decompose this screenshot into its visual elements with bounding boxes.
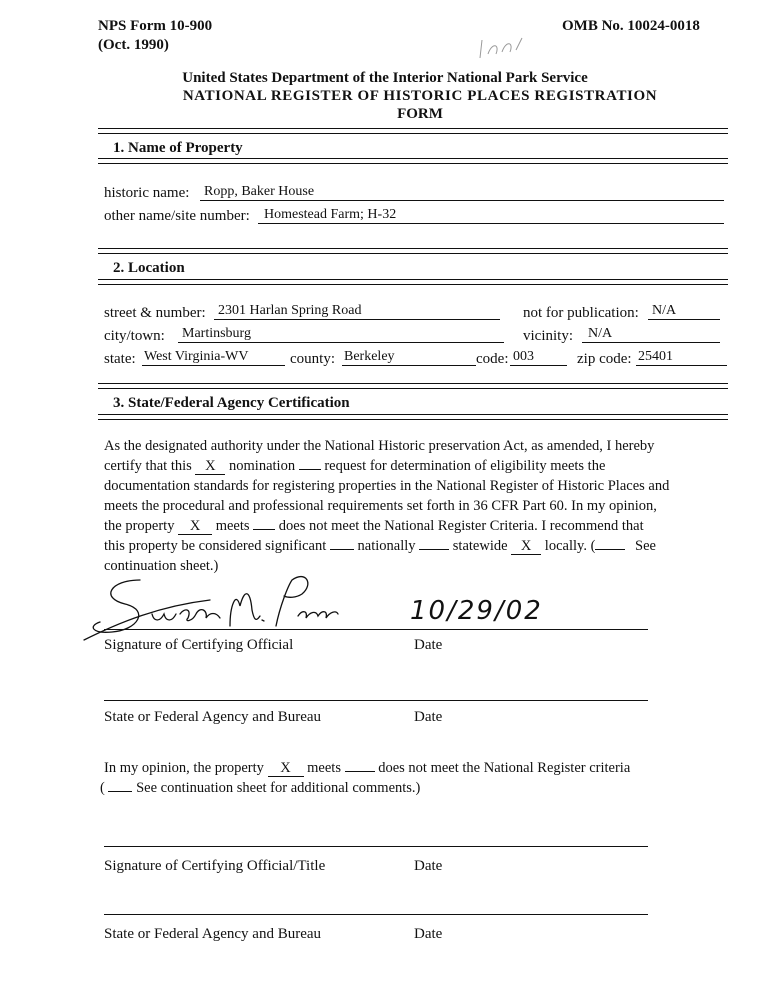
opinion-meets-checkbox[interactable]: X [268,761,304,777]
agency-title: United States Department of the Interior National Park Service [182,70,588,86]
zip-field[interactable] [636,349,727,366]
form-title-continued: FORM [397,106,443,122]
vicinity-value: N/A [588,326,613,341]
signature-label: Signature of Certifying Official [104,637,294,653]
cert-line-1: As the designated authority under the National Historic preservation Act, as amended, I hereby [104,438,655,454]
opinion-line-1: In my opinion, the property X meets does not meet the National Register criteria [104,760,631,776]
state-value: West Virginia-WV [144,349,249,364]
code-value: 003 [513,349,534,364]
cert-line-3: documentation standards for registering properties in the National Register of Historic Places and [104,478,670,494]
state-label: state: [104,351,136,367]
agency-label: State or Federal Agency and Bureau [104,709,322,725]
code-label: code: [476,351,509,367]
city-value: Martinsburg [182,326,251,341]
opinion-continuation-checkbox[interactable] [108,791,132,792]
archive-stamp-mark [470,32,540,68]
not-for-publication-value: N/A [652,303,677,318]
handwritten-signature [80,566,380,646]
section-3-bottom-rule [98,414,728,420]
certification-paragraph [104,436,719,576]
signature-2-line[interactable] [104,846,648,847]
street-value: 2301 Harlan Spring Road [218,303,362,318]
form-id: NPS Form 10-900 [98,18,213,34]
opinion-paragraph [100,758,719,798]
section-2-bottom-rule [98,279,728,285]
meets-criteria-checkbox[interactable]: X [178,519,212,535]
section-1-heading: 1. Name of Property [113,140,243,156]
historic-name-field[interactable] [200,184,724,201]
locally-checkbox[interactable]: X [511,539,541,555]
county-label: county: [290,351,335,367]
vicinity-field[interactable] [582,326,720,343]
other-name-field[interactable] [258,207,724,224]
nomination-checkbox[interactable]: X [195,459,225,475]
form-date: (Oct. 1990) [98,37,169,53]
agency-2-line[interactable] [104,914,648,915]
section-3-top-rule [98,383,728,389]
request-checkbox[interactable] [299,469,321,470]
cert-line-4: meets the procedural and professional requirements set forth in 36 CFR Part 60. In my opinion, [104,498,657,514]
section-2-heading: 2. Location [113,260,185,276]
signature-date-label: Date [414,637,443,653]
cert-line-2: certify that this X nomination request for determination of eligibility meets the [104,458,606,474]
section-1-bottom-rule [98,158,728,164]
signature-line[interactable] [104,629,648,630]
agency-line[interactable] [104,700,648,701]
vicinity-label: vicinity: [523,328,573,344]
signature-2-label: Signature of Certifying Official/Title [104,858,326,874]
cert-line-7: continuation sheet.) [104,558,219,574]
historic-name-label: historic name: [104,185,190,201]
not-for-publication-field[interactable] [648,303,720,320]
county-value: Berkeley [344,349,395,364]
omb-number: OMB No. 10024-0018 [562,18,700,34]
does-not-meet-checkbox[interactable] [253,529,275,530]
zip-label: zip code: [577,351,632,367]
signature-2-date-label: Date [414,858,443,874]
agency-2-label: State or Federal Agency and Bureau [104,926,322,942]
not-for-publication-label: not for publication: [523,305,639,321]
code-field[interactable] [510,349,567,366]
nationally-checkbox[interactable] [330,549,354,550]
state-field[interactable] [142,349,285,366]
opinion-line-2: ( See continuation sheet for additional comments.) [100,780,421,796]
continuation-sheet-checkbox[interactable] [595,549,625,550]
handwritten-date: 10/29/02 [410,596,543,626]
cert-line-5: the property X meets does not meet the National Register Criteria. I recommend that [104,518,644,534]
other-name-value: Homestead Farm; H-32 [264,207,397,222]
historic-name-value: Ropp, Baker House [204,184,315,199]
agency-date-label: Date [414,709,443,725]
zip-value: 25401 [638,349,673,364]
section-3-heading: 3. State/Federal Agency Certification [113,395,350,411]
county-field[interactable] [342,349,476,366]
city-field[interactable] [178,326,504,343]
cert-line-6: this property be considered significant nationally statewide X locally. ( See [104,538,656,554]
agency-2-date-label: Date [414,926,443,942]
opinion-does-not-meet-checkbox[interactable] [345,771,375,772]
street-field[interactable] [214,303,500,320]
other-name-label: other name/site number: [104,208,250,224]
form-title: NATIONAL REGISTER OF HISTORIC PLACES REGISTRATION [182,88,658,104]
statewide-checkbox[interactable] [419,549,449,550]
section-1-top-rule [98,128,728,134]
city-label: city/town: [104,328,165,344]
section-2-top-rule [98,248,728,254]
street-label: street & number: [104,305,206,321]
